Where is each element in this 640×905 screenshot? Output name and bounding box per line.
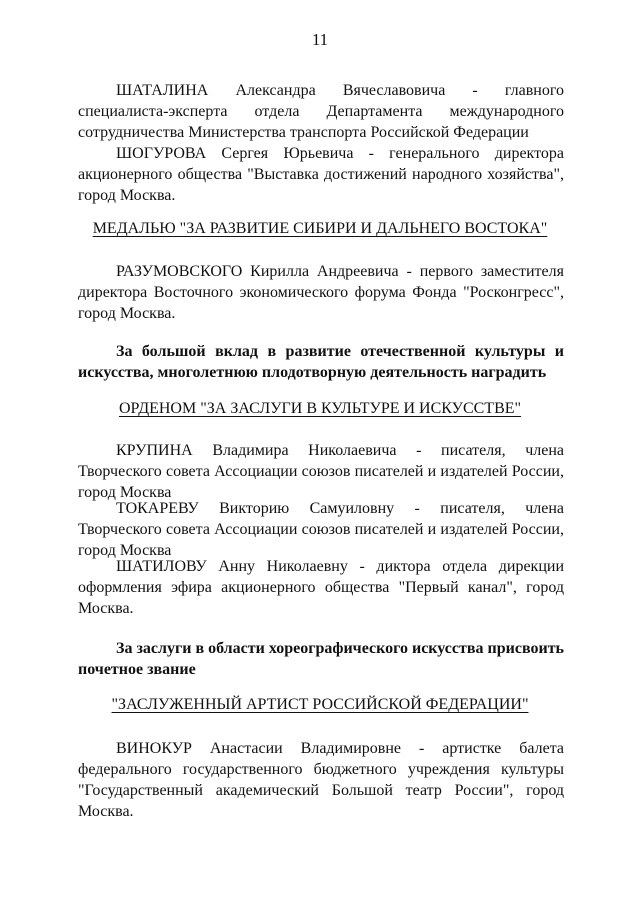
- award-intro: За заслуги в области хореографического искусства присвоить почетное звание: [78, 640, 565, 678]
- recipient-entry: РАЗУМОВСКОГО Кирилла Андреевича - первого заместителя директора Восточного экономического форума Фонда "Росконгресс", город Москва.: [78, 263, 564, 322]
- award-heading: ОРДЕНОМ "ЗА ЗАСЛУГИ В КУЛЬТУРЕ И ИСКУССТВЕ": [118, 400, 522, 417]
- recipient-entry: КРУПИНА Владимира Николаевича - писателя, члена Творческого совета Ассоциации союзов писателей и издателей России, город Москва: [78, 442, 564, 501]
- recipient-entry: ТОКАРЕВУ Викторию Самуиловну - писателя, члена Творческого совета Ассоциации союзов писателей и издателей России, город Москва: [78, 500, 564, 559]
- recipient-entry: ШАТАЛИНА Александра Вячеславовича - главного специалиста-эксперта отдела Департамента международного сотрудничества Министерства транспорта Российской Федерации: [78, 82, 564, 141]
- award-intro: За большой вклад в развитие отечественной культуры и искусства, многолетнюю плодотворную деятельность наградить: [78, 343, 564, 381]
- recipient-entry: ВИНОКУР Анастасии Владимировне - артистке балета федерального государственного бюджетного учреждения культуры "Государственный академический Большой театр России", город Москва.: [78, 740, 564, 820]
- page-number: 11: [311, 30, 329, 49]
- recipient-entry: ШАТИЛОВУ Анну Николаевну - диктора отдела дирекции оформления эфира акционерного общества "Первый канал", город Москва.: [78, 558, 564, 617]
- award-heading: МЕДАЛЬЮ "ЗА РАЗВИТИЕ СИБИРИ И ДАЛЬНЕГО ВОСТОКА": [92, 220, 548, 237]
- recipient-entry: ШОГУРОВА Сергея Юрьевича - генерального директора акционерного общества "Выставка достижений народного хозяйства", город Москва.: [78, 145, 564, 204]
- award-heading: "ЗАСЛУЖЕННЫЙ АРТИСТ РОССИЙСКОЙ ФЕДЕРАЦИИ": [111, 696, 529, 713]
